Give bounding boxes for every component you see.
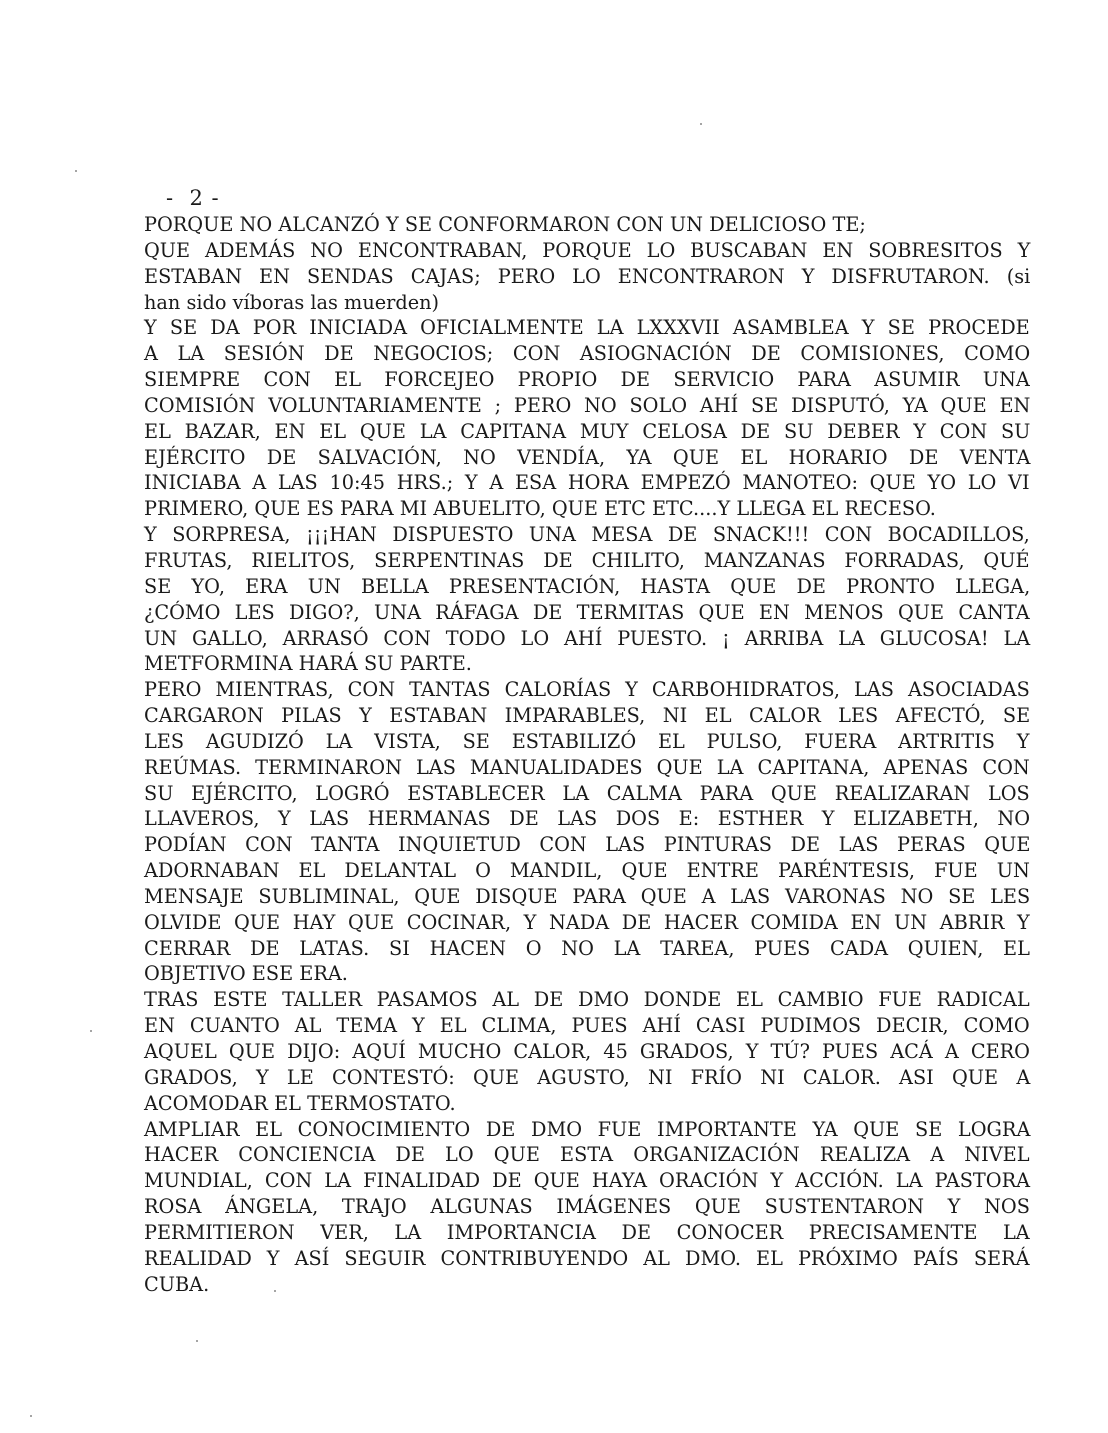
- text-line: ACOMODAR EL TERMOSTATO.: [144, 1091, 456, 1115]
- text-line: HACER CONCIENCIA DE LO QUE ESTA ORGANIZACIÓN REALIZA A NIVEL: [144, 1143, 1030, 1167]
- text-line: Y SORPRESA, ¡¡¡HAN DISPUESTO UNA MESA DE SNACK!!! CON BOCADILLOS,: [144, 523, 1030, 547]
- scan-speck: [30, 1415, 32, 1417]
- document-body: [144, 212, 1030, 1297]
- text-line: OBJETIVO ESE ERA.: [144, 962, 348, 986]
- text-line: CERRAR DE LATAS. SI HACEN O NO LA TAREA, PUES CADA QUIEN, EL: [144, 936, 1030, 960]
- text-line: PERO MIENTRAS, CON TANTAS CALORÍAS Y CARBOHIDRATOS, LAS ASOCIADAS: [144, 678, 1030, 702]
- paragraph: [144, 315, 1030, 522]
- text-line: SIEMPRE CON EL FORCEJEO PROPIO DE SERVICIO PARA ASUMIR UNA: [144, 368, 1030, 392]
- text-line: LES AGUDIZÓ LA VISTA, SE ESTABILIZÓ EL PULSO, FUERA ARTRITIS Y: [144, 729, 1030, 753]
- text-line: PORQUE NO ALCANZÓ Y SE CONFORMARON CON UN DELICIOSO TE;: [144, 213, 866, 236]
- text-line: ¿CÓMO LES DIGO?, UNA RÁFAGA DE TERMITAS QUE EN MENOS QUE CANTA: [144, 600, 1030, 624]
- text-line: METFORMINA HARÁ SU PARTE.: [144, 652, 472, 676]
- text-line: OLVIDE QUE HAY QUE COCINAR, Y NADA DE HACER COMIDA EN UN ABRIR Y: [144, 910, 1030, 934]
- text-line: EL BAZAR, EN EL QUE LA CAPITANA MUY CELOSA DE SU DEBER Y CON SU: [144, 419, 1031, 443]
- text-line: ESTABAN EN SENDAS CAJAS; PERO LO ENCONTRARON Y DISFRUTARON. (si: [144, 264, 1031, 288]
- text-line: PRIMERO, QUE ES PARA MI ABUELITO, QUE ETC ETC....Y LLEGA EL RECESO.: [144, 497, 936, 521]
- text-line: PERMITIERON VER, LA IMPORTANCIA DE CONOCER PRECISAMENTE LA: [144, 1220, 1030, 1244]
- text-line: ROSA ÁNGELA, TRAJO ALGUNAS IMÁGENES QUE SUSTENTARON Y NOS: [144, 1195, 1030, 1219]
- text-line: REÚMAS. TERMINARON LAS MANUALIDADES QUE LA CAPITANA, APENAS CON: [144, 755, 1030, 779]
- text-line: MUNDIAL, CON LA FINALIDAD DE QUE HAYA ORACIÓN Y ACCIÓN. LA PASTORA: [144, 1169, 1031, 1193]
- scan-speck: [90, 1030, 92, 1032]
- paragraph: [144, 212, 1030, 238]
- text-line: INICIABA A LAS 10:45 HRS.; Y A ESA HORA EMPEZÓ MANOTEO: QUE YO LO VI: [144, 471, 1030, 495]
- text-line: COMISIÓN VOLUNTARIAMENTE ; PERO NO SOLO AHÍ SE DISPUTÓ, YA QUE EN: [144, 393, 1031, 417]
- text-line: ADORNABAN EL DELANTAL O MANDIL, QUE ENTRE PARÉNTESIS, FUE UN: [144, 859, 1030, 883]
- scan-speck: [196, 1340, 198, 1342]
- text-line: AMPLIAR EL CONOCIMIENTO DE DMO FUE IMPORTANTE YA QUE SE LOGRA: [144, 1117, 1031, 1141]
- scan-speck: [700, 123, 702, 125]
- text-line: QUE ADEMÁS NO ENCONTRABAN, PORQUE LO BUSCABAN EN SOBRESITOS Y: [144, 238, 1031, 262]
- paragraph: [144, 677, 1030, 987]
- text-line: CARGARON PILAS Y ESTABAN IMPARABLES, NI EL CALOR LES AFECTÓ, SE: [144, 704, 1031, 728]
- text-line: han sido víboras las muerden): [144, 290, 440, 314]
- text-line: SE YO, ERA UN BELLA PRESENTACIÓN, HASTA QUE DE PRONTO LLEGA,: [144, 574, 1031, 598]
- text-line: REALIDAD Y ASÍ SEGUIR CONTRIBUYENDO AL DMO. EL PRÓXIMO PAÍS SERÁ: [144, 1246, 1030, 1270]
- text-line: A LA SESIÓN DE NEGOCIOS; CON ASIOGNACIÓN DE COMISIONES, COMO: [144, 342, 1031, 366]
- scan-speck: [274, 1290, 276, 1292]
- scan-speck: [75, 170, 77, 172]
- text-line: Y SE DA POR INICIADA OFICIALMENTE LA LXXXVII ASAMBLEA Y SE PROCEDE: [144, 316, 1030, 340]
- text-line: EJÉRCITO DE SALVACIÓN, NO VENDÍA, YA QUE EL HORARIO DE VENTA: [144, 445, 1031, 469]
- paragraph: [144, 1117, 1030, 1298]
- page-number: - 2 -: [166, 186, 220, 210]
- text-line: PODÍAN CON TANTA INQUIETUD CON LAS PINTURAS DE LAS PERAS QUE: [144, 833, 1031, 857]
- paragraph: [144, 987, 1030, 1116]
- text-line: SU EJÉRCITO, LOGRÓ ESTABLECER LA CALMA PARA QUE REALIZARAN LOS: [144, 781, 1030, 805]
- text-line: TRAS ESTE TALLER PASAMOS AL DE DMO DONDE EL CAMBIO FUE RADICAL: [144, 988, 1030, 1012]
- paragraph: [144, 238, 1030, 316]
- text-line: AQUEL QUE DIJO: AQUÍ MUCHO CALOR, 45 GRADOS, Y TÚ? PUES ACÁ A CERO: [144, 1040, 1030, 1063]
- text-line: EN CUANTO AL TEMA Y EL CLIMA, PUES AHÍ CASI PUDIMOS DECIR, COMO: [144, 1014, 1030, 1038]
- text-line: GRADOS, Y LE CONTESTÓ: QUE AGUSTO, NI FRÍO NI CALOR. ASI QUE A: [144, 1065, 1031, 1089]
- text-line: UN GALLO, ARRASÓ CON TODO LO AHÍ PUESTO. ¡ ARRIBA LA GLUCOSA! LA: [144, 626, 1031, 650]
- text-line: FRUTAS, RIELITOS, SERPENTINAS DE CHILITO, MANZANAS FORRADAS, QUÉ: [144, 548, 1030, 572]
- text-line: LLAVEROS, Y LAS HERMANAS DE LAS DOS E: ESTHER Y ELIZABETH, NO: [144, 807, 1031, 831]
- paragraph: [144, 522, 1030, 677]
- text-line: CUBA.: [144, 1272, 210, 1296]
- text-line: MENSAJE SUBLIMINAL, QUE DISQUE PARA QUE A LAS VARONAS NO SE LES: [144, 884, 1031, 908]
